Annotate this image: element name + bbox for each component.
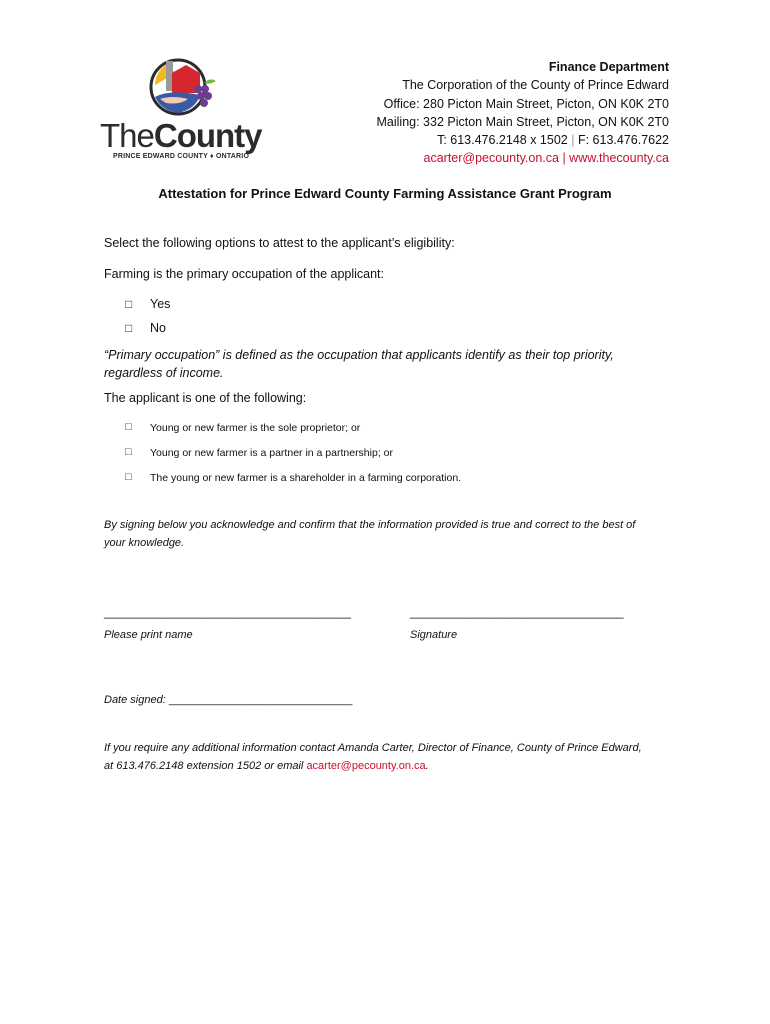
page-title: Attestation for Prince Edward County Farming Assistance Grant Program: [158, 186, 612, 201]
checkbox-sole-proprietor[interactable]: □: [125, 421, 132, 433]
q1-label: Farming is the primary occupation of the applicant:: [104, 267, 384, 281]
logo-wordmark: [100, 118, 262, 154]
print-name-line[interactable]: _____________________________________: [104, 605, 351, 619]
option-partnership: Young or new farmer is a partner in a partnership; or: [150, 447, 393, 459]
q2-label: The applicant is one of the following:: [104, 391, 307, 405]
contact-line-2-prefix: at 613.476.2148 extension 1502 or email: [104, 760, 307, 772]
org-name: The Corporation of the County of Prince Edward: [402, 78, 669, 93]
acknowledge-line-2: your knowledge.: [104, 537, 185, 549]
header-email-link[interactable]: acarter@pecounty.on.ca: [423, 151, 559, 166]
option-sole-proprietor: Young or new farmer is the sole proprietor; or: [150, 422, 361, 434]
header-contact-block: [377, 58, 670, 168]
phone-fax-line: [377, 131, 670, 149]
contact-line-2: [104, 757, 429, 775]
checkbox-no[interactable]: □: [125, 321, 133, 335]
department-name: Finance Department: [548, 60, 669, 74]
fax-number: F: 613.476.7622: [577, 133, 669, 148]
date-signed-row: [104, 694, 352, 706]
logo-tagline: PRINCE EDWARD COUNTY ♦ ONTARIO: [113, 153, 250, 160]
mailing-address: Mailing: 332 Picton Main Street, Picton, ON K0K 2T0: [376, 114, 669, 129]
separator: |: [571, 133, 575, 148]
option-corporation: The young or new farmer is a shareholder in a farming corporation.: [150, 472, 462, 484]
acknowledge-line-1: By signing below you acknowledge and confirm that the information provided is true and correct to the best of: [104, 519, 636, 531]
option-yes-label: Yes: [150, 297, 171, 311]
logo-word-the: The: [100, 117, 154, 154]
definition-line-2: regardless of income.: [104, 366, 224, 380]
intro-text: Select the following options to attest to the applicant’s eligibility:: [104, 236, 455, 250]
separator: |: [562, 151, 566, 166]
definition-line-1: “Primary occupation” is defined as the occupation that applicants identify as their top priority,: [104, 348, 614, 362]
logo-emblem: [151, 60, 216, 114]
logo-word-county: County: [153, 117, 262, 154]
office-address: Office: 280 Picton Main Street, Picton, ON K0K 2T0: [383, 96, 669, 111]
website-link[interactable]: www.thecounty.ca: [569, 151, 669, 166]
contact-email-link[interactable]: acarter@pecounty.on.ca: [306, 760, 426, 772]
contact-line-1: If you require any additional information contact Amanda Carter, Director of Finance, County of Prince Edward,: [104, 742, 642, 754]
checkbox-yes[interactable]: □: [125, 297, 133, 311]
date-signed-line[interactable]: ______________________________: [168, 694, 353, 706]
contact-suffix: .: [425, 760, 429, 772]
option-no-label: No: [150, 321, 166, 335]
print-name-label: Please print name: [104, 629, 193, 641]
date-signed-label: Date signed:: [104, 694, 169, 706]
checkbox-corporation[interactable]: □: [125, 471, 132, 483]
email-web-line: [377, 149, 670, 167]
signature-line[interactable]: ________________________________: [410, 605, 624, 619]
phone-number: T: 613.476.2148 x 1502: [437, 133, 568, 148]
signature-label: Signature: [410, 629, 458, 641]
checkbox-partnership[interactable]: □: [125, 446, 132, 458]
